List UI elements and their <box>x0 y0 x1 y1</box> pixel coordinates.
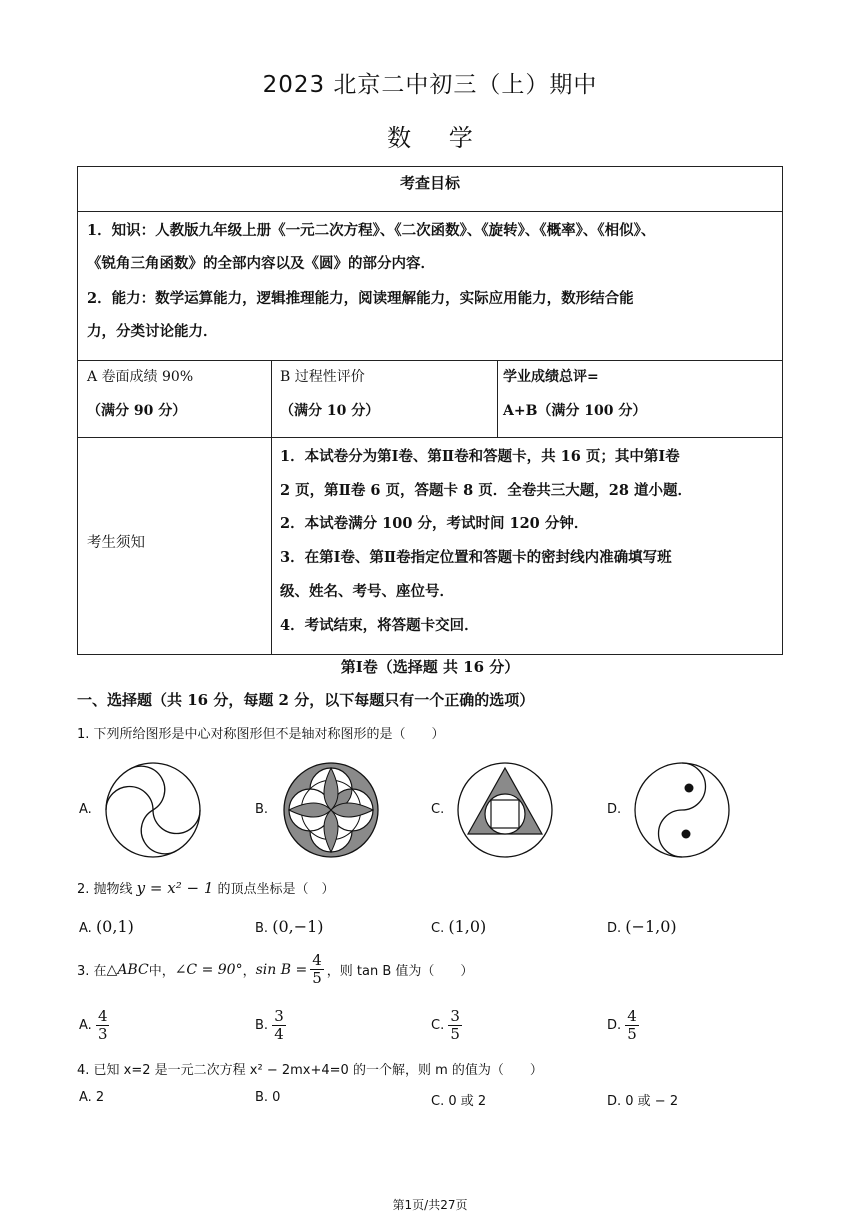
q4-option-b: B. 0 <box>255 1090 281 1105</box>
q3-option-d: D. $\frac{4}{5}$ <box>607 1007 637 1043</box>
table-divider <box>77 437 783 438</box>
score-a-sub: （满分 90 分） <box>87 403 187 419</box>
q2-option-a: A. (0,1) <box>79 917 134 936</box>
q3-sin: sin B = <box>255 961 308 978</box>
triangle-square-circle-icon <box>455 760 555 860</box>
score-b-label: B 过程性评价 <box>280 369 365 385</box>
q4-option-c: C. 0 或 2 <box>431 1094 487 1109</box>
q3-option-b: B. $\frac{3}{4}$ <box>255 1007 284 1043</box>
q3-option-c: C. $\frac{3}{5}$ <box>431 1007 460 1043</box>
q2-option-b: B. (0,−1) <box>255 917 324 936</box>
table-divider <box>77 211 783 212</box>
notice-line: 1．本试卷分为第Ⅰ卷、第Ⅱ卷和答题卡，共 16 页；其中第Ⅰ卷 <box>280 448 680 465</box>
four-petal-circle-icon <box>281 760 381 860</box>
q2-formula: y = x² − 1 <box>136 879 214 897</box>
section1-heading: 一、选择题（共 16 分，每题 2 分，以下每题只有一个正确的选项） <box>77 691 535 709</box>
goals-heading: 考查目标 <box>399 174 460 192</box>
q1-option-b: B. <box>255 802 269 817</box>
question-4-stem: 4. 已知 x=2 是一元二次方程 x² − 2mx+4=0 的一个解，则 m 的值为（ ） <box>77 1063 543 1078</box>
goals-line: 力，分类讨论能力． <box>87 323 218 340</box>
q1-option-d: D. <box>607 802 622 817</box>
question-2-stem <box>77 878 335 897</box>
goals-line: 《锐角三角函数》的全部内容以及《圆》的部分内容． <box>87 255 435 272</box>
q1-option-c: C. <box>431 802 445 817</box>
yin-yang-icon <box>632 760 732 860</box>
subject-title: 数 学 <box>387 124 473 152</box>
part1-heading: 第Ⅰ卷（选择题 共 16 分） <box>340 658 520 676</box>
q3-angle: ∠C = 90° <box>174 961 243 978</box>
q2-option-d: D. (−1,0) <box>607 917 677 936</box>
goals-line: 1．知识：人教版九年级上册《一元二次方程》、《二次函数》、《旋转》、《概率》、《相似》、 <box>87 222 656 239</box>
table-divider <box>77 360 783 361</box>
q2-stem-post: 的顶点坐标是（ ） <box>213 882 335 897</box>
table-divider <box>271 360 272 655</box>
question-1-stem: 1. 下列所给图形是中心对称图形但不是轴对称图形的是（ ） <box>77 727 445 742</box>
q3-triangle: △ABC <box>106 961 149 978</box>
goals-line: 2．能力：数学运算能力，逻辑推理能力，阅读理解能力，实际应用能力，数形结合能 <box>87 290 634 307</box>
q2-option-c: C. (1,0) <box>431 917 487 936</box>
table-divider <box>497 360 498 438</box>
score-total-label: 学业成绩总评= <box>503 369 599 385</box>
notice-label: 考生须知 <box>87 535 145 551</box>
q4-option-d: D. 0 或 − 2 <box>607 1094 679 1109</box>
q3-option-a: A. $\frac{4}{3}$ <box>79 1007 108 1043</box>
score-a-label: A 卷面成绩 90% <box>87 369 194 385</box>
exam-title: 2023 北京二中初三（上）期中 <box>262 72 598 98</box>
notice-line: 2 页，第Ⅱ卷 6 页，答题卡 8 页．全卷共三大题，28 道小题． <box>280 482 692 499</box>
score-total-sub: A+B（满分 100 分） <box>503 403 647 419</box>
q3-sin-fraction: $\frac{4}{5}$ <box>312 951 322 987</box>
notice-line: 4．考试结束，将答题卡交回． <box>280 617 479 634</box>
page-footer: 第1页/共27页 <box>392 1198 468 1212</box>
q2-stem-pre: 2. 抛物线 <box>77 882 137 897</box>
tomoe-circle-icon <box>103 760 203 860</box>
notice-line: 级、姓名、考号、座位号． <box>280 583 454 600</box>
notice-line: 2．本试卷满分 100 分，考试时间 120 分钟． <box>280 515 589 532</box>
q4-option-a: A. 2 <box>79 1090 105 1105</box>
q1-option-a: A. <box>79 802 92 817</box>
notice-line: 3．在第Ⅰ卷、第Ⅱ卷指定位置和答题卡的密封线内准确填写班 <box>280 549 672 566</box>
score-b-sub: （满分 10 分） <box>280 403 380 419</box>
question-3-stem: 3. 在 △ABC 中， ∠C = 90° ， sin B = $\frac{4}{5}$ ，则 tan B 值为（ ） <box>77 951 474 987</box>
